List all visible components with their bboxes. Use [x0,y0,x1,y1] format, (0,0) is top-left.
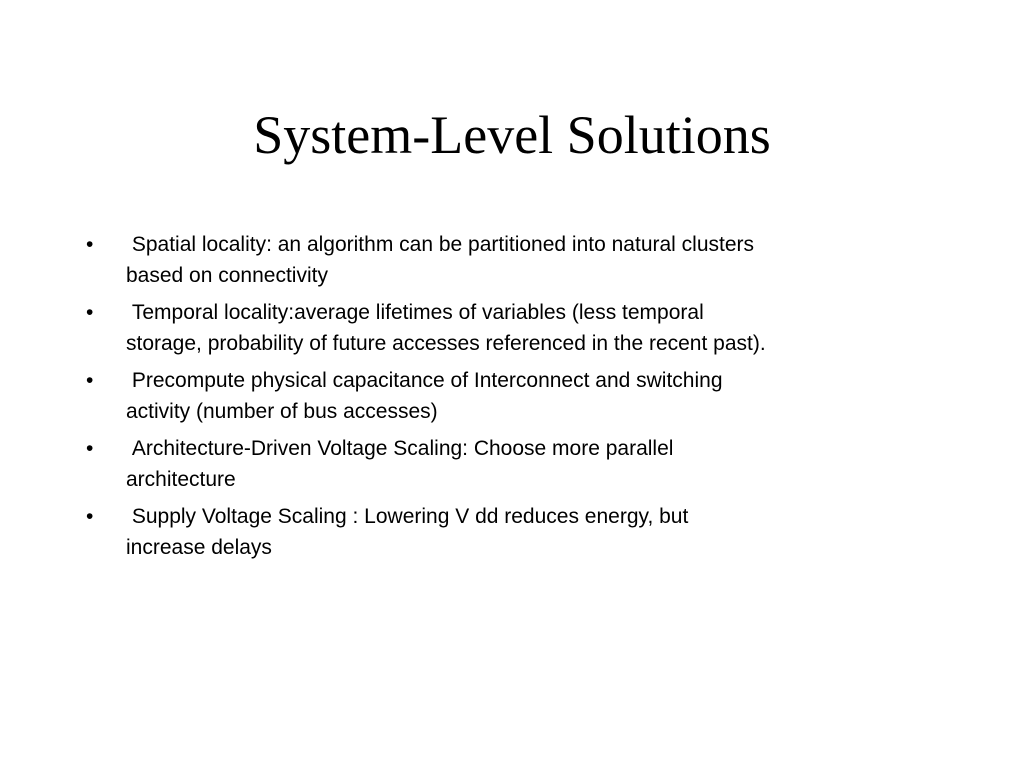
bullet-icon: • [86,437,94,460]
bullet-icon: • [86,505,94,528]
bullet-list [84,229,934,569]
bullet-text: Spatial locality: an algorithm can be partitioned into natural clusters based on connectivity [126,233,755,287]
slide-title: System-Level Solutions [253,105,771,165]
bullet-text: Temporal locality:average lifetimes of variables (less temporal storage, probability of future accesses referenced in the recent past). [126,301,766,355]
bullet-item-architecture-voltage-scaling [84,433,934,495]
bullet-item-supply-voltage-scaling [84,501,934,563]
bullet-text: Supply Voltage Scaling : Lowering V dd reduces energy, but increase delays [126,505,689,559]
bullet-item-precompute-capacitance [84,365,934,427]
bullet-text: Architecture-Driven Voltage Scaling: Choose more parallel architecture [126,437,674,491]
bullet-text: Precompute physical capacitance of Interconnect and switching activity (number of bus accesses) [126,369,723,423]
bullet-icon: • [86,369,94,392]
bullet-item-spatial-locality [84,229,934,291]
bullet-icon: • [86,233,94,256]
bullet-icon: • [86,301,94,324]
bullet-item-temporal-locality [84,297,934,359]
